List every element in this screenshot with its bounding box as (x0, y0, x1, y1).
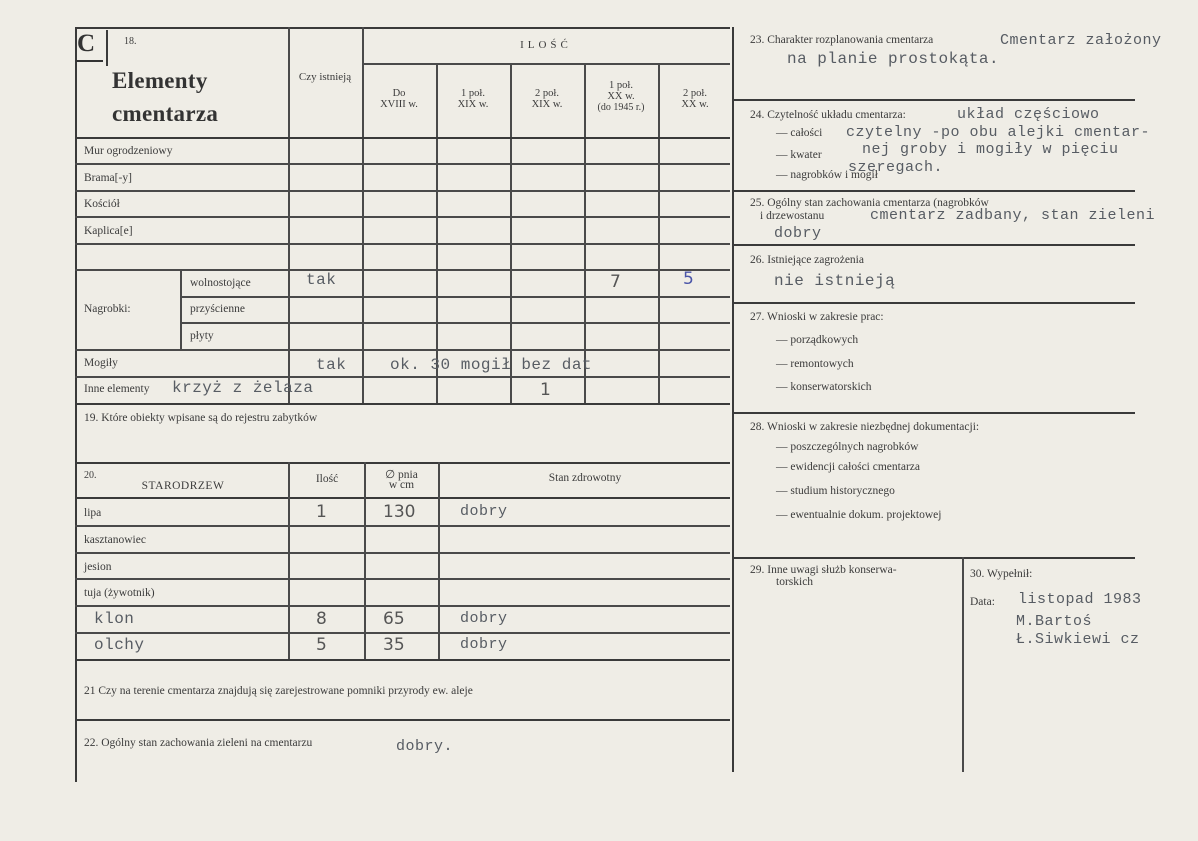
tree-name: lipa (84, 507, 102, 519)
s30-label: 30. Wypełnił: (970, 568, 1033, 580)
s27-item-0: — porządkowych (776, 334, 859, 346)
s27-item-2: — konserwatorskich (776, 381, 872, 393)
s19-label: 19. Które obiekty wpisane są do rejestru zabytków (84, 412, 318, 424)
tree-qty: 8 (316, 609, 327, 629)
s24-label: 24. Czytelność układu cmentarza: (750, 109, 906, 121)
s25-label-l2: i drzewostanu (760, 210, 825, 222)
s24-item-0: — całości (776, 127, 823, 139)
rule (106, 30, 108, 66)
rule (180, 296, 730, 298)
rule (75, 269, 730, 271)
rule (75, 462, 730, 464)
mogily-note: ok. 30 mogił bez dat (390, 356, 593, 374)
s27-item-1: — remontowych (776, 358, 854, 370)
s26-label: 26. Istniejące zagrożenia (750, 254, 864, 266)
s20-col-pnia-l1: ∅ pnia (385, 469, 418, 481)
tree-state: dobry (460, 610, 508, 627)
s30-name1: M.Bartoś (1016, 613, 1093, 630)
row-label-kaplica: Kaplica[e] (84, 225, 133, 237)
period-header-3 (584, 80, 658, 113)
s25-value-l2: dobry (774, 225, 822, 242)
rule (75, 243, 730, 245)
section-number: 18. (124, 36, 137, 47)
rule (584, 63, 586, 405)
period-header-line: (do 1945 r.) (597, 102, 645, 113)
wolnostojace-2p20-count: 5 (683, 269, 694, 289)
s21-label: 21 Czy na terenie cmentarza znajdują się zarejestrowane pomniki przyrody ew. aleje (84, 685, 473, 697)
rule (75, 659, 730, 661)
rule (733, 412, 1135, 414)
rule (75, 376, 730, 378)
s20-title: STARODRZEW (141, 480, 225, 492)
mogily-exists: tak (316, 356, 347, 374)
period-header-line: XIX w. (457, 99, 489, 110)
rule (733, 302, 1135, 304)
rule (75, 163, 730, 165)
s24-value-l1: układ częściowo (957, 106, 1100, 123)
rule (75, 137, 730, 139)
rule (75, 497, 730, 499)
period-header-line: XX w. (681, 99, 709, 110)
s30-data-label: Data: (970, 596, 995, 608)
rule (733, 190, 1135, 192)
ilosc-header: ILOŚĆ (520, 39, 572, 51)
title-line2: cmentarza (112, 101, 219, 126)
s24-item-2: — nagrobków i mogił (776, 169, 878, 181)
tree-diam: 65 (383, 609, 405, 629)
s25-value-l1: cmentarz zadbany, stan zieleni (870, 207, 1156, 224)
period-header-line: XX w. (607, 91, 635, 102)
col-exists-header: Czy istnieją (298, 71, 352, 83)
row-label-przyscienne: przyścienne (190, 303, 245, 315)
rule (510, 63, 512, 405)
tree-qty: 1 (316, 502, 327, 522)
rule (732, 27, 734, 772)
row-label-wolnostojace: wolnostojące (190, 277, 251, 289)
tree-diam: 130 (383, 502, 416, 522)
s24-value-l4: szeregach. (848, 159, 944, 176)
tree-name: kasztanowiec (84, 534, 146, 546)
inne-2p19-count: 1 (540, 380, 551, 400)
s30-date: listopad 1983 (1018, 591, 1142, 608)
rule (362, 63, 730, 65)
rule (962, 557, 964, 772)
rule (75, 27, 730, 29)
rule (75, 190, 730, 192)
s22-value: dobry. (396, 738, 454, 755)
s29-label-l2: torskich (776, 576, 814, 588)
rule (75, 216, 730, 218)
s28-item-2: — studium historycznego (776, 485, 895, 497)
tree-state: dobry (460, 636, 508, 653)
rule (288, 462, 290, 659)
rule (75, 552, 730, 554)
s20-number: 20. (84, 470, 97, 481)
s24-value-l2: czytelny -po obu alejki cmentar- (846, 124, 1151, 141)
s29-label-l1: 29. Inne uwagi służb konserwa- (750, 564, 897, 576)
period-header-4 (658, 88, 732, 110)
wolnostojace-exists: tak (306, 271, 337, 289)
rule (658, 63, 660, 405)
s24-item-1: — kwater (776, 149, 822, 161)
rule (75, 632, 730, 634)
s20-col-pnia-l2: w cm (388, 479, 415, 491)
period-header-line: XVIII w. (380, 99, 418, 110)
rule (75, 605, 730, 607)
tree-name: tuja (żywotnik) (84, 587, 155, 599)
row-label-plyty: płyty (190, 330, 214, 342)
rule (364, 462, 366, 659)
rule (75, 403, 730, 405)
rule (75, 525, 730, 527)
inne-elements-text: krzyż z żelaza (172, 379, 314, 397)
s20-col-stan: Stan zdrowotny (548, 472, 622, 484)
rule (75, 578, 730, 580)
period-header-line: 2 poł. (683, 88, 707, 99)
title-line1: Elementy (112, 68, 208, 93)
tree-name: jesion (84, 561, 112, 573)
row-label-nagrobki: Nagrobki: (84, 303, 131, 315)
period-header-1 (436, 88, 510, 110)
wolnostojace-1p20-count: 7 (610, 272, 621, 292)
s25-label-l1: 25. Ogólny stan zachowania cmentarza (nagrobków (750, 197, 989, 209)
rule (733, 244, 1135, 246)
tree-name: klon (94, 610, 135, 628)
period-header-line: XIX w. (531, 99, 563, 110)
period-header-line: 1 poł. (461, 88, 485, 99)
row-label-mur: Mur ogrodzeniowy (84, 145, 173, 157)
s20-col-ilosc: Ilość (315, 473, 339, 485)
row-label-mogily: Mogiły (84, 357, 118, 369)
rule (75, 349, 730, 351)
s27-label: 27. Wnioski w zakresie prac: (750, 311, 884, 323)
tree-name: olchy (94, 636, 145, 654)
row-label-brama: Brama[-y] (84, 172, 132, 184)
rule (75, 719, 730, 721)
letter-underline (76, 60, 103, 62)
row-label-kosciol: Kościół (84, 198, 120, 210)
period-header-line: 1 poł. (609, 80, 633, 91)
rule (733, 557, 1135, 559)
tree-qty: 5 (316, 635, 327, 655)
s23-value-l2: na planie prostokąta. (787, 50, 1000, 68)
s28-label: 28. Wnioski w zakresie niezbędnej dokumentacji: (750, 421, 980, 433)
rule (180, 322, 730, 324)
rule (733, 99, 1135, 101)
s22-label: 22. Ogólny stan zachowania zieleni na cmentarzu (84, 737, 313, 749)
s30-name2: Ł.Siwkiewi cz (1016, 631, 1140, 648)
rule (180, 269, 182, 349)
period-header-2 (510, 88, 584, 110)
s24-value-l3: nej groby i mogiły w pięciu (862, 141, 1119, 158)
period-header-line: Do (392, 88, 406, 99)
s23-label: 23. Charakter rozplanowania cmentarza (750, 34, 934, 46)
s28-item-1: — ewidencji całości cmentarza (776, 461, 920, 473)
section-letter: C (77, 30, 96, 57)
s28-item-3: — ewentualnie dokum. projektowej (776, 509, 942, 521)
period-header-0 (362, 88, 436, 110)
tree-diam: 35 (383, 635, 405, 655)
tree-state: dobry (460, 503, 508, 520)
period-header-line: 2 poł. (535, 88, 559, 99)
rule (438, 462, 440, 659)
rule (436, 63, 438, 405)
s28-item-0: — poszczególnych nagrobków (776, 441, 919, 453)
row-label-inne: Inne elementy (84, 383, 150, 395)
s26-value: nie istnieją (774, 272, 896, 290)
s23-value-l1: Cmentarz założony (1000, 32, 1162, 49)
